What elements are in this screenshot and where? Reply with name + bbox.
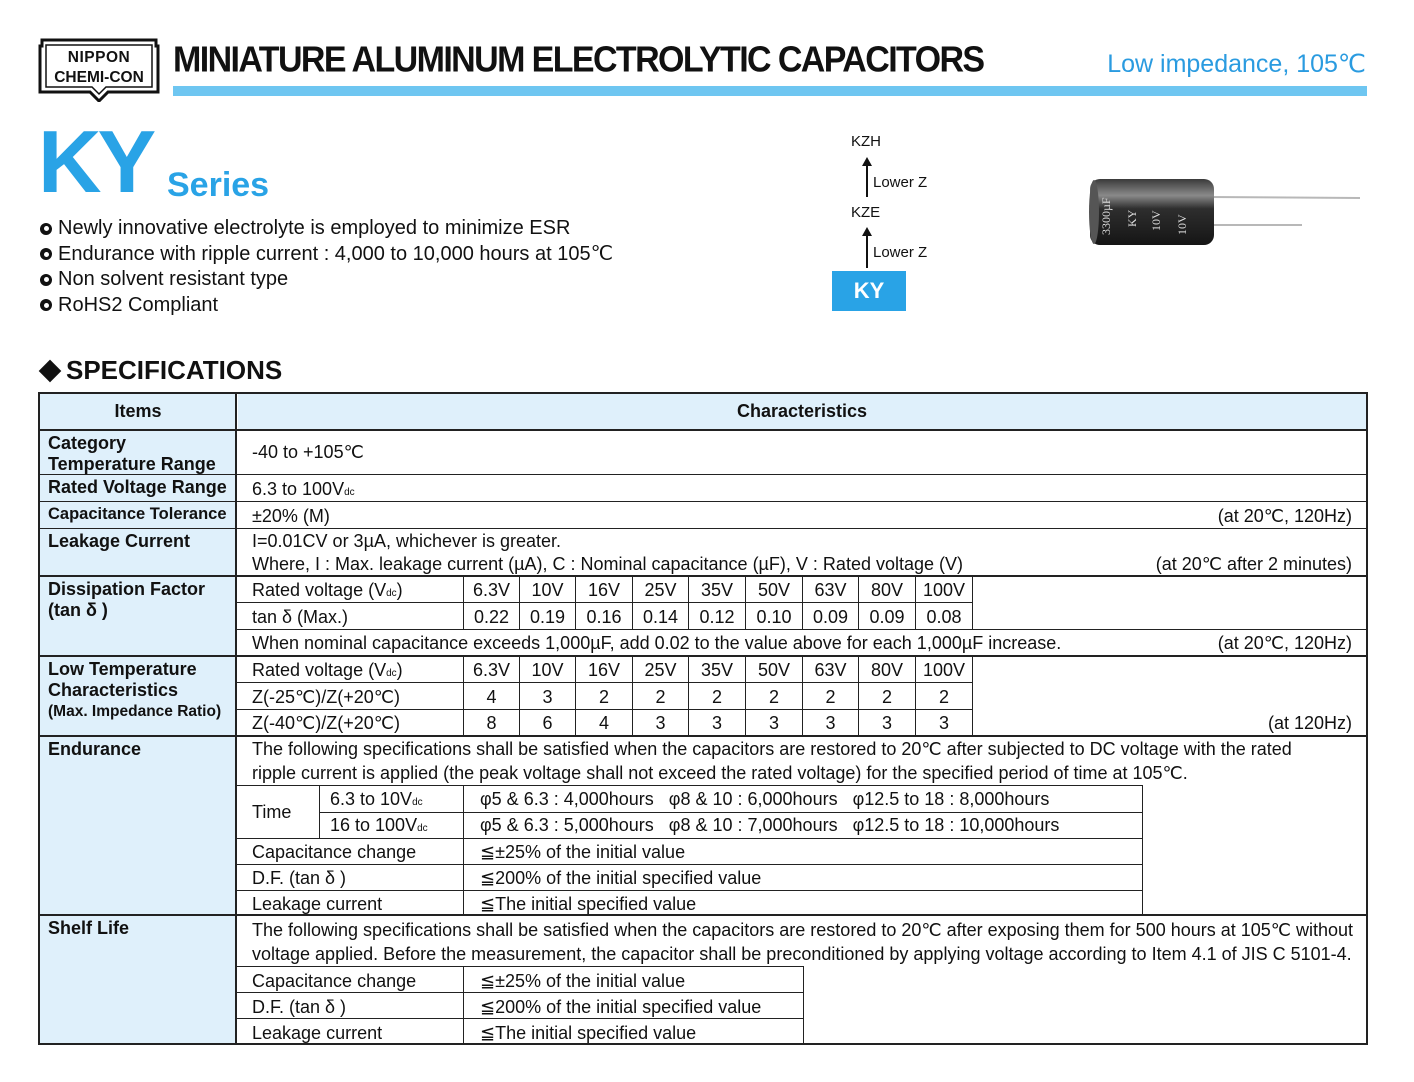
lt-voltage: 100V (922, 660, 966, 680)
leakage-condition: (at 20℃ after 2 minutes) (1155, 554, 1352, 574)
lt-row2-value: 3 (825, 713, 836, 733)
bullet-icon (40, 274, 52, 286)
df-value: 0.09 (869, 607, 905, 627)
df-value: 0.10 (756, 607, 792, 627)
arrow-up-icon (866, 235, 868, 268)
feature-item: Endurance with ripple current : 4,000 to 10,000 hours at 105℃ (40, 242, 613, 268)
lt-voltage: 6.3V (472, 660, 511, 680)
df-value: 0.14 (642, 607, 679, 627)
series-word: Series (167, 166, 270, 204)
lt-row2-value: 8 (486, 713, 497, 733)
df-condition: (at 20℃, 120Hz) (1217, 633, 1352, 653)
endurance-line1: The following specifications shall be satisfied when the capacitors are restored to 20℃ after subjected to DC voltage with the rated (252, 739, 1292, 759)
df-voltage: 63V (814, 580, 847, 600)
df-value: 0.09 (812, 607, 849, 627)
feature-item: RoHS2 Compliant (40, 293, 613, 319)
specifications-table (38, 392, 1368, 1045)
lineage-lower-z-label: Lower Z (873, 244, 928, 261)
lt-row2-label: Z(-40℃)/Z(+20℃) (252, 713, 400, 733)
endurance-cap-change-value: ≦±25% of the initial value (480, 842, 686, 862)
item-shelf-life: Shelf Life (40, 916, 236, 1043)
lt-row2-value: 3 (768, 713, 779, 733)
lt-row1-value: 2 (881, 687, 892, 707)
df-voltage: 80V (870, 580, 904, 600)
svg-text:10V: 10V (1175, 214, 1189, 235)
lt-row1-value: 2 (711, 687, 722, 707)
leakage-where: Where, I : Max. leakage current (µA), C : Nominal capacitance (µF), V : Rated voltage (V) (252, 554, 963, 574)
lt-row1-value: 2 (655, 687, 666, 707)
capacitor-photo (1088, 165, 1368, 255)
time-row1-label: 6.3 to 10Vdc (330, 789, 423, 809)
logo-text-nippon: NIPPON (67, 49, 131, 66)
time-row2-label: 16 to 100Vdc (330, 815, 428, 835)
lt-row2-value: 6 (542, 713, 553, 733)
df-value: 0.08 (926, 607, 962, 627)
tolerance-condition: (at 20℃, 120Hz) (1217, 506, 1352, 526)
df-voltage: 10V (531, 580, 564, 600)
bullet-icon (40, 223, 52, 235)
arrow-up-icon (866, 165, 868, 197)
endurance-leakage-value: ≦The initial specified value (480, 894, 697, 914)
shelf-cap-change-label: Capacitance change (252, 971, 417, 991)
lineage-kze: KZE (851, 204, 881, 221)
lt-rated-voltage-label: Rated voltage (Vdc) (252, 660, 403, 680)
df-value: 0.12 (699, 607, 735, 627)
shelf-line1: The following specifications shall be satisfied when the capacitors are restored to 20℃ after exposing them for 500 hours at 105℃ without (252, 920, 1354, 940)
lt-row2-value: 3 (711, 713, 722, 733)
df-value: 0.16 (586, 607, 622, 627)
lt-row1-value: 2 (825, 687, 836, 707)
endurance-line2: ripple current is applied (the peak voltage shall not exceed the rated voltage) for the specified period of time at 105℃. (252, 763, 1188, 783)
lt-row2-value: 3 (655, 713, 666, 733)
shelf-df-label: D.F. (tan δ ) (252, 997, 347, 1017)
df-value: 0.19 (529, 607, 566, 627)
df-tan-label: tan δ (Max.) (252, 607, 349, 627)
endurance-leakage-label: Leakage current (252, 894, 383, 914)
lt-voltage: 63V (814, 660, 847, 680)
lt-row2-value: 3 (938, 713, 949, 733)
endurance-df-label: D.F. (tan δ ) (252, 868, 347, 888)
tolerance-value: ±20% (M) (252, 506, 330, 526)
df-voltage: 16V (587, 580, 621, 600)
logo-text-chemicon: CHEMI-CON (54, 69, 144, 86)
svg-text:10V: 10V (1149, 210, 1163, 231)
lt-voltage: 50V (757, 660, 791, 680)
page-title: MINIATURE ALUMINUM ELECTROLYTIC CAPACITORS (173, 40, 984, 80)
specifications-heading: SPECIFICATIONS (38, 355, 282, 386)
item-rated-voltage-range: Rated Voltage Range (40, 475, 236, 501)
df-voltage: 35V (700, 580, 734, 600)
feature-item: Newly innovative electrolyte is employed to minimize ESR (40, 216, 613, 242)
lt-row1-value: 2 (938, 687, 949, 707)
lt-row1-value: 4 (486, 687, 497, 707)
lt-condition: (at 120Hz) (1267, 713, 1352, 733)
column-header-characteristics: Characteristics (238, 394, 1366, 429)
endurance-cap-change-label: Capacitance change (252, 842, 417, 862)
lt-row1-value: 2 (768, 687, 779, 707)
time-row1-value: φ5 & 6.3 : 4,000hours φ8 & 10 : 6,000hours φ12.5 to 18 : 8,000hours (480, 789, 1050, 809)
item-leakage-current: Leakage Current (40, 529, 236, 575)
item-dissipation-factor: Dissipation Factor (tan δ ) (40, 577, 236, 655)
title-underline-bar (173, 86, 1367, 96)
shelf-leakage-value: ≦The initial specified value (480, 1023, 697, 1043)
leakage-formula: I=0.01CV or 3µA, whichever is greater. (252, 531, 562, 551)
lt-voltage: 10V (531, 660, 564, 680)
voltage-range-value: 6.3 to 100Vdc (252, 479, 355, 499)
lt-row1-value: 3 (542, 687, 553, 707)
df-voltage: 25V (644, 580, 677, 600)
lt-row1-label: Z(-25℃)/Z(+20℃) (252, 687, 400, 707)
diamond-icon (39, 359, 62, 382)
time-label: Time (252, 802, 292, 822)
feature-list (40, 216, 613, 318)
lt-voltage: 80V (870, 660, 904, 680)
time-row2-value: φ5 & 6.3 : 5,000hours φ8 & 10 : 7,000hours φ12.5 to 18 : 10,000hours (480, 815, 1060, 835)
lt-row2-value: 4 (598, 713, 609, 733)
bullet-icon (40, 248, 52, 260)
svg-text:KY: KY (1125, 209, 1139, 227)
df-note: When nominal capacitance exceeds 1,000µF, add 0.02 to the value above for each 1,000µF increase. (252, 633, 1062, 653)
shelf-df-value: ≦200% of the initial specified value (480, 997, 762, 1017)
item-temperature-range: Category Temperature Range (40, 431, 236, 474)
bullet-icon (40, 299, 52, 311)
lt-voltage: 16V (587, 660, 621, 680)
df-voltage: 50V (757, 580, 791, 600)
df-value: 0.22 (473, 607, 510, 627)
shelf-cap-change-value: ≦±25% of the initial value (480, 971, 686, 991)
page-subtitle: Low impedance, 105℃ (1107, 50, 1366, 78)
series-code: KY (38, 112, 153, 211)
feature-item: Non solvent resistant type (40, 267, 613, 293)
column-header-items: Items (40, 394, 236, 429)
svg-text:3300µF: 3300µF (1099, 197, 1113, 235)
item-endurance: Endurance (40, 737, 236, 915)
lt-row2-value: 3 (881, 713, 892, 733)
temperature-range-value: -40 to +105℃ (252, 442, 364, 462)
lineage-ky-badge: KY (832, 271, 906, 311)
shelf-line2: voltage applied. Before the measurement, the capacitor shall be preconditioned by applying voltage according to Item 4.1 of JIS C 5101-4. (252, 944, 1352, 964)
item-low-temperature: Low Temperature Characteristics (Max. Impedance Ratio) (40, 657, 236, 735)
lt-voltage: 35V (700, 660, 734, 680)
lt-row1-value: 2 (598, 687, 609, 707)
df-voltage: 100V (922, 580, 966, 600)
lineage-lower-z-label: Lower Z (873, 174, 928, 191)
df-rated-voltage-label: Rated voltage (Vdc) (252, 580, 403, 600)
df-voltage: 6.3V (472, 580, 511, 600)
item-capacitance-tolerance: Capacitance Tolerance (40, 502, 236, 528)
lt-voltage: 25V (644, 660, 677, 680)
lineage-kzh: KZH (851, 133, 881, 150)
shelf-leakage-label: Leakage current (252, 1023, 383, 1043)
endurance-df-value: ≦200% of the initial specified value (480, 868, 762, 888)
